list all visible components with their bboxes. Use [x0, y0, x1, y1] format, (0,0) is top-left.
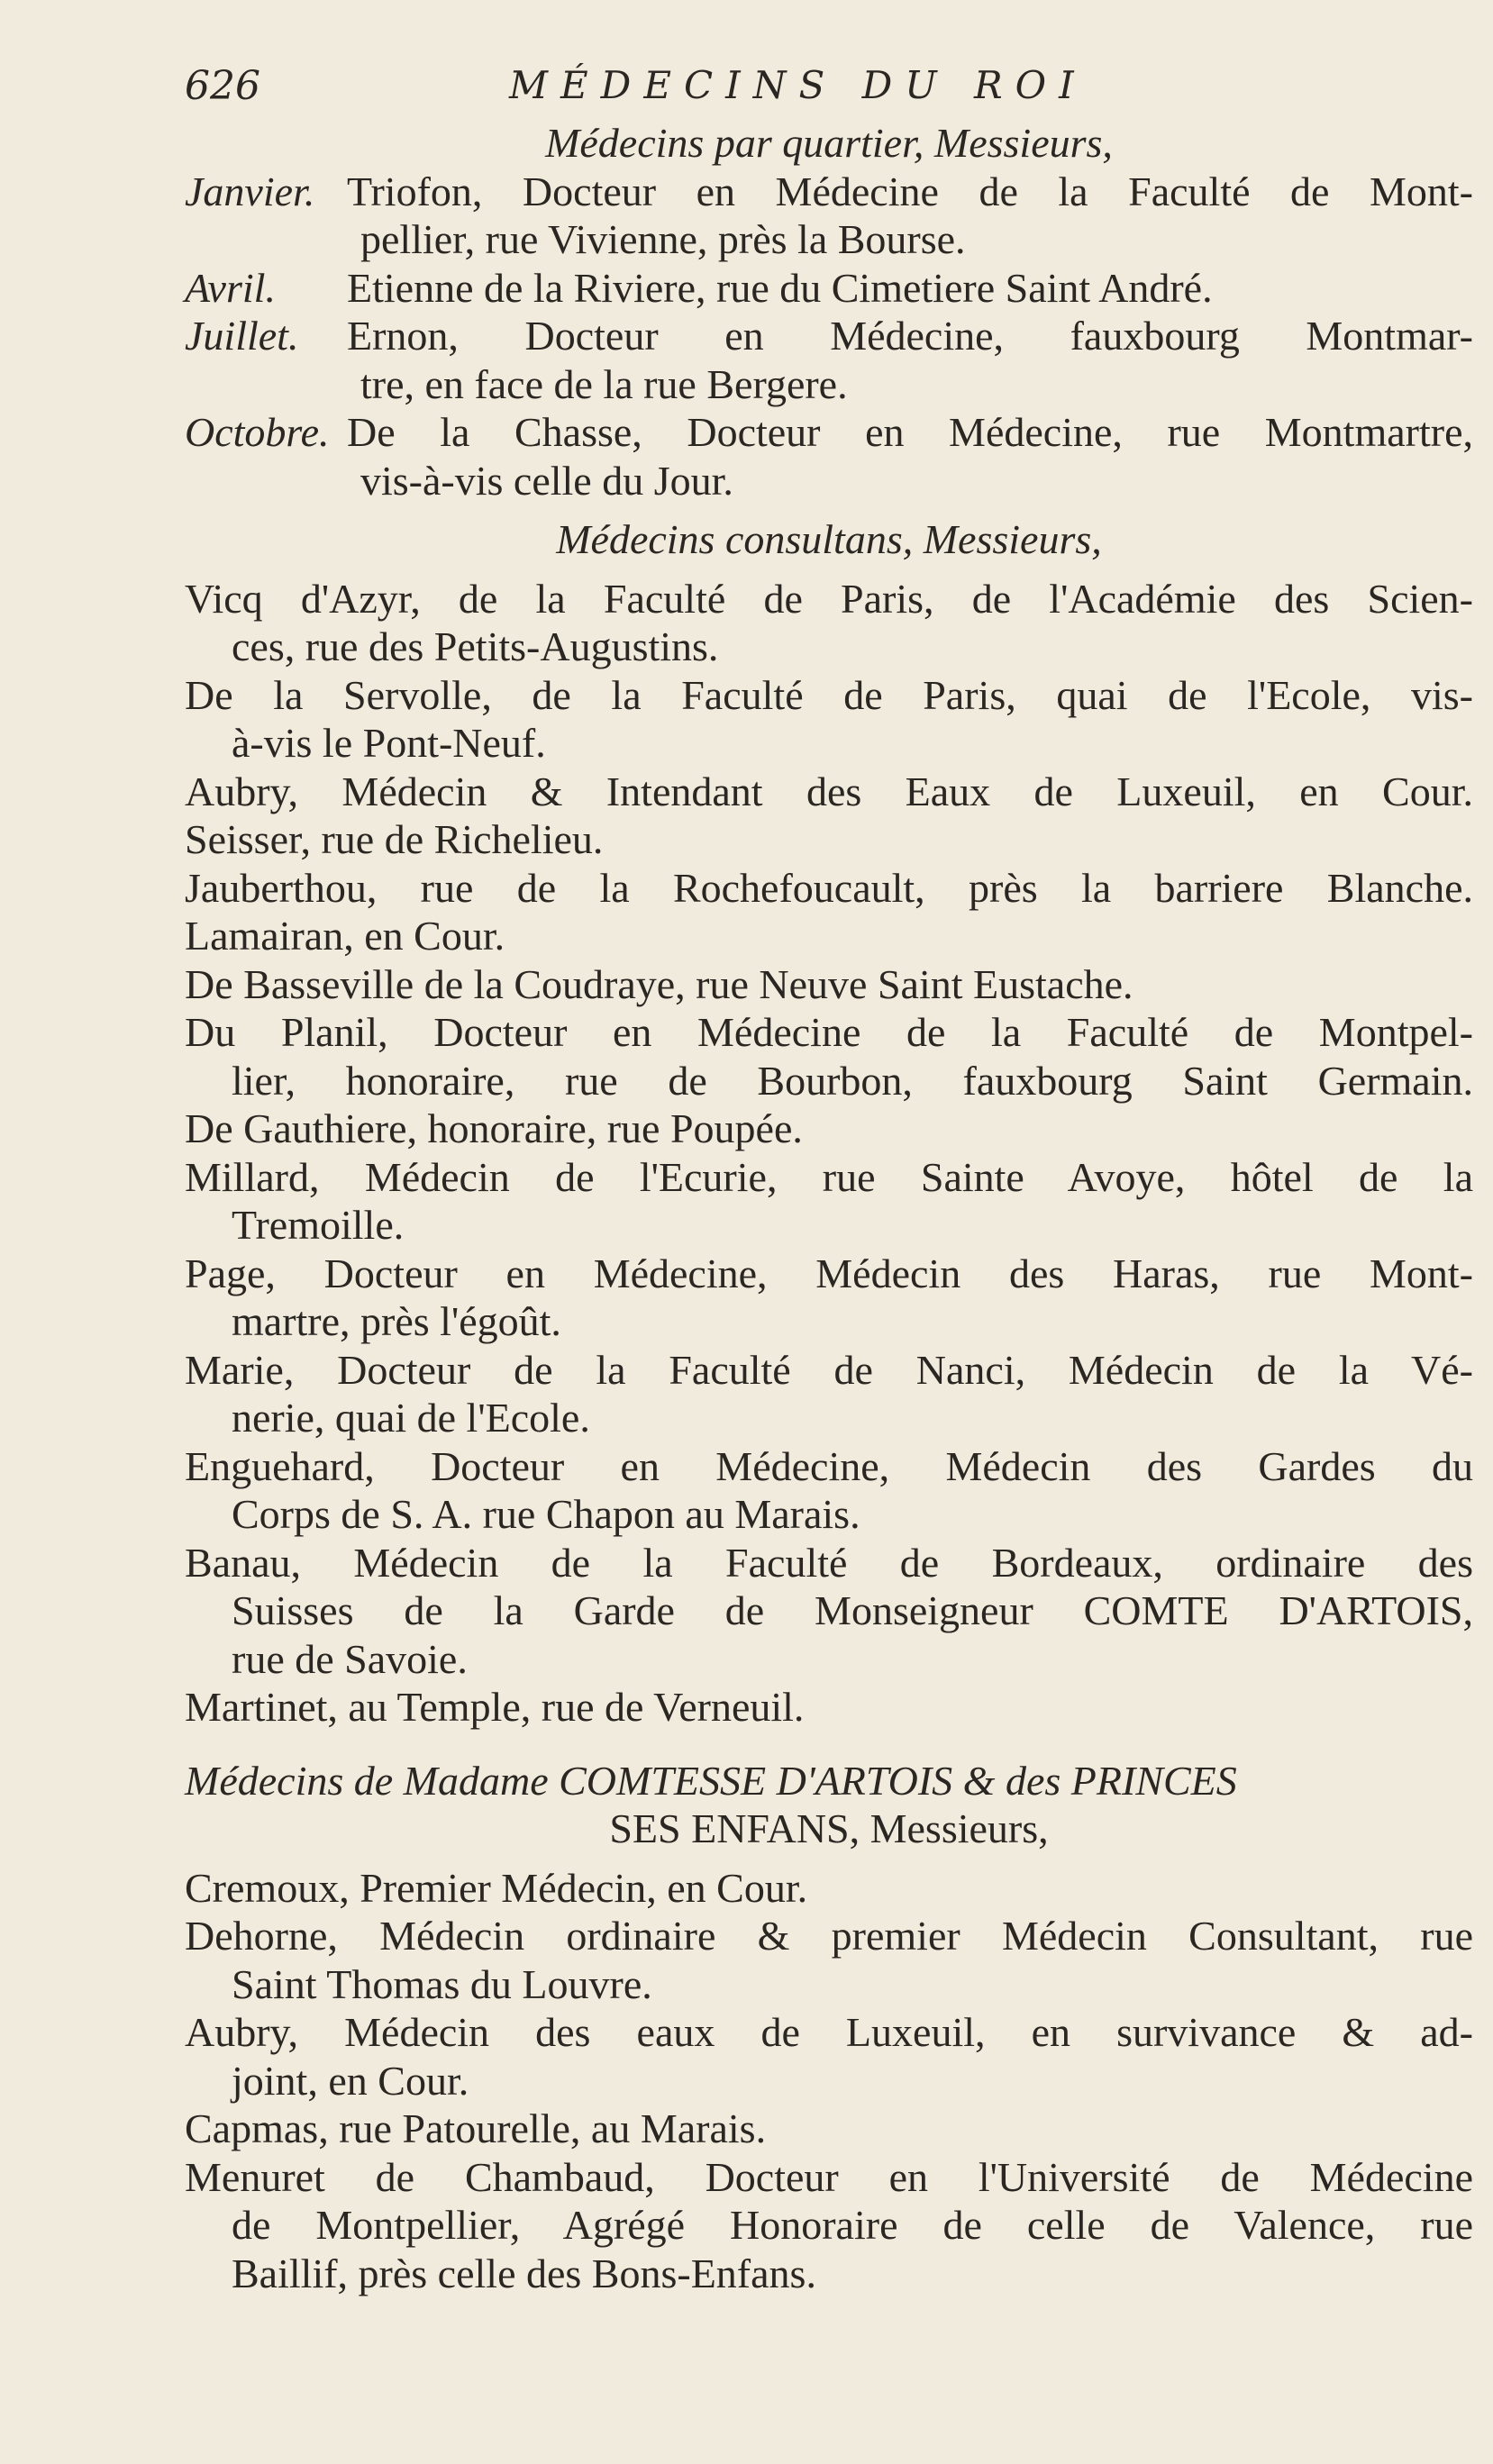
running-title: MÉDECINS DU ROI: [509, 63, 1087, 107]
entry-line: Marie, Docteur de la Faculté de Nanci, Médecin de la Vé-: [185, 1346, 1473, 1393]
entry-line: Aubry, Médecin & Intendant des Eaux de Luxeuil, en Cour.: [185, 768, 1473, 814]
page-body: [185, 119, 1473, 2297]
entry-text: Ernon, Docteur en Médecine, fauxbourg Montmar-: [347, 313, 1473, 359]
entry-line: joint, en Cour.: [232, 2057, 469, 2104]
page-number: 626: [185, 63, 260, 109]
month-label: Octobre.: [185, 409, 330, 455]
entry-line: Tremoille.: [232, 1202, 405, 1248]
entry-line: Banau, Médecin de la Faculté de Bordeaux, ordinaire des: [185, 1539, 1473, 1586]
entry-line: [185, 264, 1473, 313]
entry-line: Vicq d'Azyr, de la Faculté de Paris, de l'Académie des Scien-: [185, 575, 1473, 622]
entry-line: Page, Docteur en Médecine, Médecin des Haras, rue Mont-: [185, 1250, 1473, 1296]
entry-line: Jauberthou, rue de la Rochefoucault, près la barriere Blanche.: [185, 864, 1473, 911]
entry-line: rue de Savoie.: [232, 1635, 468, 1682]
entry-line: Baillif, près celle des Bons-Enfans.: [232, 2250, 816, 2296]
entry-line: ces, rue des Petits-Augustins.: [232, 623, 719, 669]
entry-line: Martinet, au Temple, rue de Verneuil.: [185, 1684, 805, 1730]
entry-line: Enguehard, Docteur en Médecine, Médecin des Gardes du: [185, 1442, 1473, 1489]
entry-line: Millard, Médecin de l'Ecurie, rue Sainte Avoye, hôtel de la: [185, 1153, 1473, 1200]
section-heading-madame-line2: SES ENFANS, Messieurs,: [609, 1805, 1049, 1851]
entry-line: nerie, quai de l'Ecole.: [232, 1395, 590, 1441]
month-label: Janvier.: [185, 168, 315, 214]
entry-line: De Basseville de la Coudraye, rue Neuve Saint Eustache.: [185, 960, 1133, 1007]
entry-line: Menuret de Chambaud, Docteur en l'Université de Médecine: [185, 2153, 1473, 2200]
entry-line: à-vis le Pont-Neuf.: [232, 720, 546, 766]
entry-text: Triofon, Docteur en Médecine de la Faculté de Mont-: [347, 168, 1473, 214]
entry-line: Suisses de la Garde de Monseigneur COMTE D'ARTOIS,: [232, 1587, 1473, 1633]
entry-line: martre, près l'égoût.: [232, 1298, 561, 1344]
entry-line: De la Servolle, de la Faculté de Paris, quai de l'Ecole, vis-: [185, 671, 1473, 718]
entry-line: lier, honoraire, rue de Bourbon, fauxbourg Saint Germain.: [232, 1057, 1473, 1104]
month-label: Juillet.: [185, 313, 299, 359]
entry-line: pellier, rue Vivienne, près la Bourse.: [360, 216, 966, 262]
entry-line: [185, 168, 1473, 216]
entry-line: vis-à-vis celle du Jour.: [360, 457, 733, 504]
entry-line: de Montpellier, Agrégé Honoraire de celle de Valence, rue: [232, 2202, 1473, 2248]
entry-line: Corps de S. A. rue Chapon au Marais.: [232, 1491, 860, 1537]
entry-line: tre, en face de la rue Bergere.: [360, 360, 848, 407]
page-header: [185, 63, 1473, 117]
entry-line: Saint Thomas du Louvre.: [232, 1960, 652, 2007]
section-heading-consultans: Médecins consultans, Messieurs,: [556, 516, 1102, 562]
entry-text: Etienne de la Riviere, rue du Cimetiere Saint André.: [347, 264, 1213, 311]
entry-line: Du Planil, Docteur en Médecine de la Faculté de Montpel-: [185, 1009, 1473, 1055]
section-heading-par-quartier: Médecins par quartier, Messieurs,: [545, 120, 1113, 166]
entry-line: Lamairan, en Cour.: [185, 913, 505, 959]
entry-line: Seisser, rue de Richelieu.: [185, 816, 604, 862]
entry-line: Dehorne, Médecin ordinaire & premier Médecin Consultant, rue: [185, 1913, 1473, 1959]
section-heading-madame-line1: Médecins de Madame COMTESSE D'ARTOIS & des PRINCES: [185, 1757, 1237, 1804]
entry-line: [185, 312, 1473, 360]
entry-line: Cremoux, Premier Médecin, en Cour.: [185, 1864, 808, 1911]
entry-line: Capmas, rue Patourelle, au Marais.: [185, 2105, 767, 2151]
month-label: Avril.: [185, 264, 276, 311]
entry-line: Aubry, Médecin des eaux de Luxeuil, en survivance & ad-: [185, 2009, 1473, 2055]
entry-line: [185, 408, 1473, 457]
entry-line: De Gauthiere, honoraire, rue Poupée.: [185, 1105, 803, 1151]
entry-text: De la Chasse, Docteur en Médecine, rue Montmartre,: [347, 409, 1473, 455]
